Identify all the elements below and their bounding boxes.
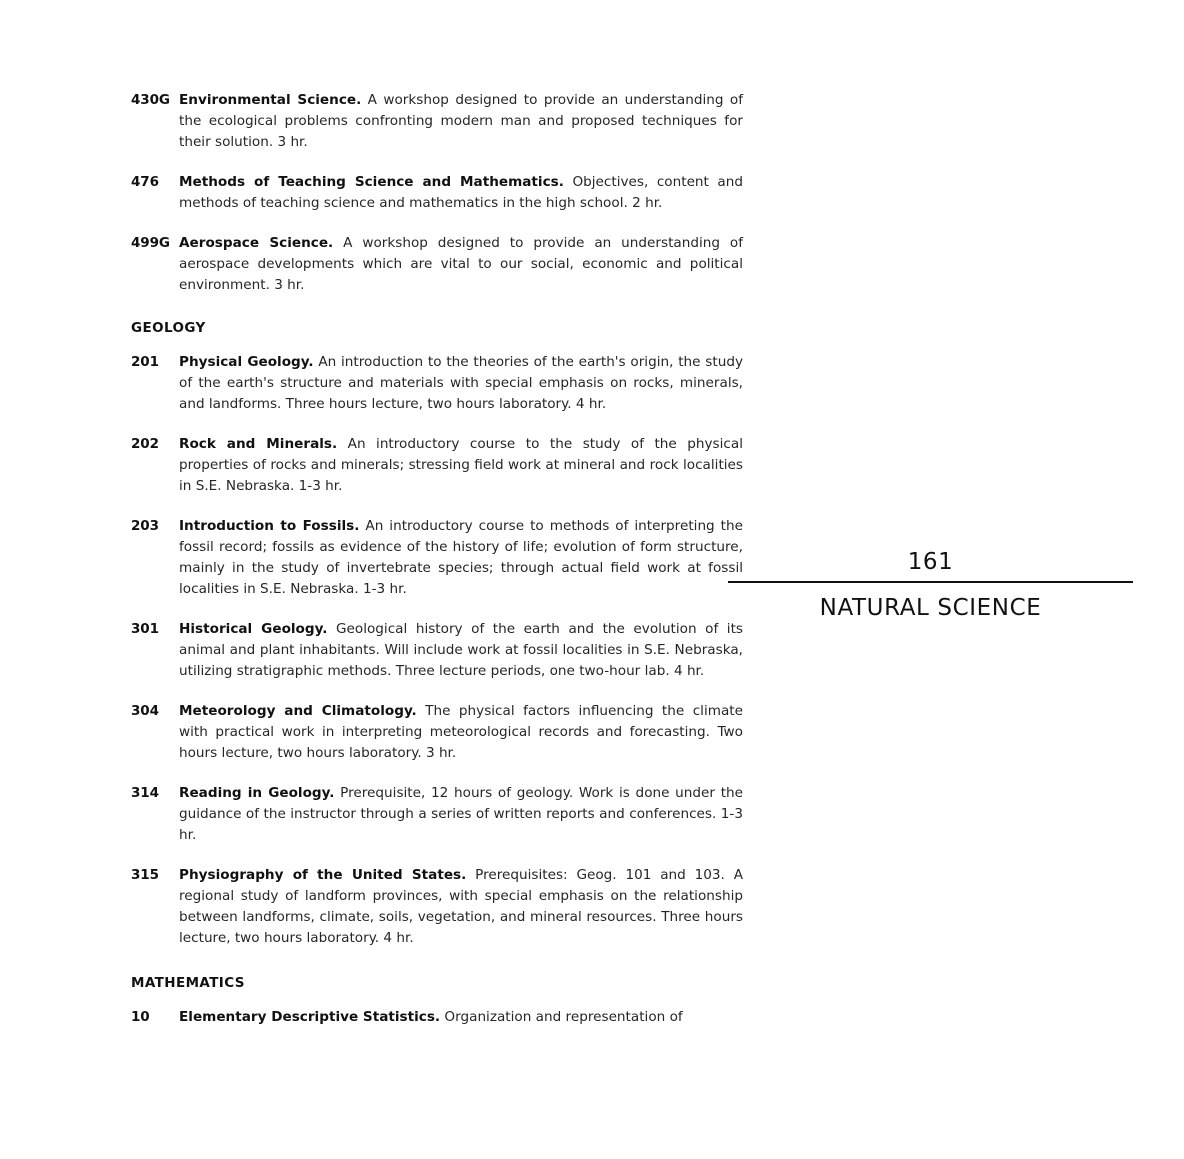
course-code: 476 bbox=[131, 174, 159, 190]
course-title: Environmental Science. bbox=[179, 92, 362, 108]
page-number: 161 bbox=[907, 549, 954, 575]
course-title: Aerospace Science. bbox=[179, 235, 334, 251]
course-code: 315 bbox=[131, 867, 159, 883]
page-marker bbox=[728, 548, 1133, 621]
course-text: An introductory course to the study of the physical properties of rocks and minerals; stressing field work at mineral and rock localities in S.E. Nebraska. 1-3 hr. bbox=[179, 436, 743, 494]
course-title: Rock and Minerals. bbox=[179, 436, 338, 452]
course-description bbox=[179, 619, 743, 682]
course-description bbox=[179, 783, 743, 846]
course-description bbox=[179, 434, 743, 497]
course-title: Historical Geology. bbox=[179, 621, 328, 637]
course-code: 314 bbox=[131, 785, 159, 801]
course-text: An introduction to the theories of the earth's origin, the study of the earth's structure and materials with special emphasis on rocks, minerals, and landforms. Three hours lecture, two hours laboratory. 4 hr. bbox=[179, 354, 743, 412]
course-text: Organization and representation of bbox=[440, 1009, 683, 1025]
course-text: Prerequisites: Geog. 101 and 103. A regional study of landform provinces, with special emphasis on the relationship between landforms, climate, soils, vegetation, and mineral resources. Three hours lecture, two hours laboratory. 4 hr. bbox=[179, 867, 743, 946]
course-entry bbox=[131, 865, 743, 949]
course-code: 203 bbox=[131, 518, 159, 534]
course-entry bbox=[131, 172, 743, 214]
course-title: Methods of Teaching Science and Mathematics. bbox=[179, 174, 564, 190]
course-entry bbox=[131, 434, 743, 497]
course-title: Physiography of the United States. bbox=[179, 867, 467, 883]
course-title: Elementary Descriptive Statistics. bbox=[179, 1009, 441, 1025]
course-entry bbox=[131, 783, 743, 846]
course-text: Prerequisite, 12 hours of geology. Work is done under the guidance of the instructor through a series of written reports and conferences. 1-3 hr. bbox=[179, 785, 744, 843]
course-description bbox=[179, 233, 743, 296]
course-title: Introduction to Fossils. bbox=[179, 518, 360, 534]
course-text: A workshop designed to provide an understanding of aerospace developments which are vital to our social, economic and political environment. 3 hr. bbox=[179, 235, 744, 293]
course-description bbox=[179, 865, 743, 949]
course-entry bbox=[131, 90, 743, 153]
course-text: The physical factors influencing the climate with practical work in interpreting meteorological records and forecasting. Two hours lecture, two hours laboratory. 3 hr. bbox=[179, 703, 743, 761]
course-description bbox=[179, 1007, 743, 1028]
course-title: Meteorology and Climatology. bbox=[179, 703, 417, 719]
course-code: 201 bbox=[131, 354, 159, 370]
running-head: NATURAL SCIENCE bbox=[819, 595, 1042, 621]
course-entry bbox=[131, 233, 743, 296]
course-text: A workshop designed to provide an understanding of the ecological problems confronting modern man and proposed techniques for their solution. 3 hr. bbox=[179, 92, 743, 150]
course-description bbox=[179, 352, 743, 415]
course-text: Geological history of the earth and the evolution of its animal and plant inhabitants. Will include work at fossil localities in S.E. Nebraska, utilizing stratigraphic methods. Three lecture periods, one two-hour lab. 4 hr. bbox=[179, 621, 743, 679]
course-entry bbox=[131, 1007, 743, 1028]
course-code: 499G bbox=[131, 235, 170, 251]
course-description bbox=[179, 172, 743, 214]
course-entry bbox=[131, 701, 743, 764]
course-code: 304 bbox=[131, 703, 159, 719]
course-title: Reading in Geology. bbox=[179, 785, 335, 801]
course-description bbox=[179, 516, 743, 600]
course-listing-column bbox=[131, 90, 743, 1028]
section-heading-mathematics: MATHEMATICS bbox=[131, 975, 245, 991]
course-text: Objectives, content and methods of teaching science and mathematics in the high school. 2 hr. bbox=[179, 174, 743, 211]
course-text: An introductory course to methods of interpreting the fossil record; fossils as evidence of the history of life; evolution of form structure, mainly in the study of invertebrate species; through actual field work at fossil localities in S.E. Nebraska. 1-3 hr. bbox=[179, 518, 743, 597]
course-description bbox=[179, 701, 743, 764]
course-code: 10 bbox=[131, 1009, 150, 1025]
section-heading-geology: GEOLOGY bbox=[131, 320, 206, 336]
course-entry bbox=[131, 352, 743, 415]
course-description bbox=[179, 90, 743, 153]
course-code: 301 bbox=[131, 621, 159, 637]
course-entry bbox=[131, 619, 743, 682]
course-code: 430G bbox=[131, 92, 170, 108]
course-title: Physical Geology. bbox=[179, 354, 314, 370]
course-code: 202 bbox=[131, 436, 159, 452]
horizontal-rule bbox=[728, 581, 1133, 583]
course-entry bbox=[131, 516, 743, 600]
